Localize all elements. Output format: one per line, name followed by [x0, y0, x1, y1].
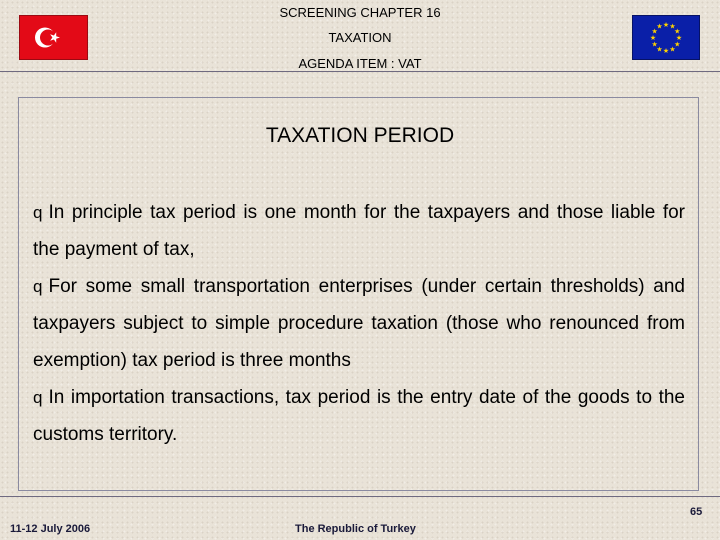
turkey-flag-icon: [19, 15, 88, 60]
eu-star-icon: ★: [675, 35, 683, 42]
eu-star-icon: ★: [649, 35, 657, 42]
eu-flag-icon: [632, 15, 700, 60]
bullet-text: In importation transactions, tax period is the entry date of the goods to the customs territory.: [33, 387, 685, 445]
bullet-list: [33, 194, 685, 453]
agenda-heading: AGENDA ITEM : VAT: [298, 56, 422, 71]
footer-organization: The Republic of Turkey: [295, 523, 416, 535]
eu-star-icon: ★: [662, 48, 670, 55]
eu-star-icon: ★: [656, 46, 663, 54]
bullet-item: [33, 268, 685, 379]
bullet-text: For some small transportation enterprises (under certain thresholds) and taxpayers subject to simple procedure taxation (those who renounced from exemption) tax period is three months: [33, 276, 685, 371]
eu-star-icon: ★: [651, 28, 658, 36]
footer-divider: [0, 496, 720, 497]
checkbox-bullet-icon: q: [33, 388, 43, 407]
eu-star-icon: ★: [669, 46, 676, 54]
header-divider: [0, 71, 720, 72]
eu-star-icon: ★: [651, 41, 658, 49]
page-number: 65: [690, 506, 703, 518]
slide-title: TAXATION PERIOD: [265, 124, 455, 147]
subject-heading: TAXATION: [328, 30, 392, 45]
eu-star-icon: ★: [656, 23, 663, 31]
footer-date: 11-12 July 2006: [10, 523, 91, 535]
bullet-text: In principle tax period is one month for the taxpayers and those liable for the payment of tax,: [33, 202, 685, 260]
chapter-heading: SCREENING CHAPTER 16: [279, 5, 441, 20]
checkbox-bullet-icon: q: [33, 277, 43, 296]
eu-star-icon: ★: [669, 23, 676, 31]
eu-star-icon: ★: [674, 28, 681, 36]
eu-star-icon: ★: [662, 22, 670, 29]
bullet-item: [33, 379, 685, 453]
bullet-item: [33, 194, 685, 268]
eu-star-icon: ★: [674, 41, 681, 49]
checkbox-bullet-icon: q: [33, 203, 43, 222]
